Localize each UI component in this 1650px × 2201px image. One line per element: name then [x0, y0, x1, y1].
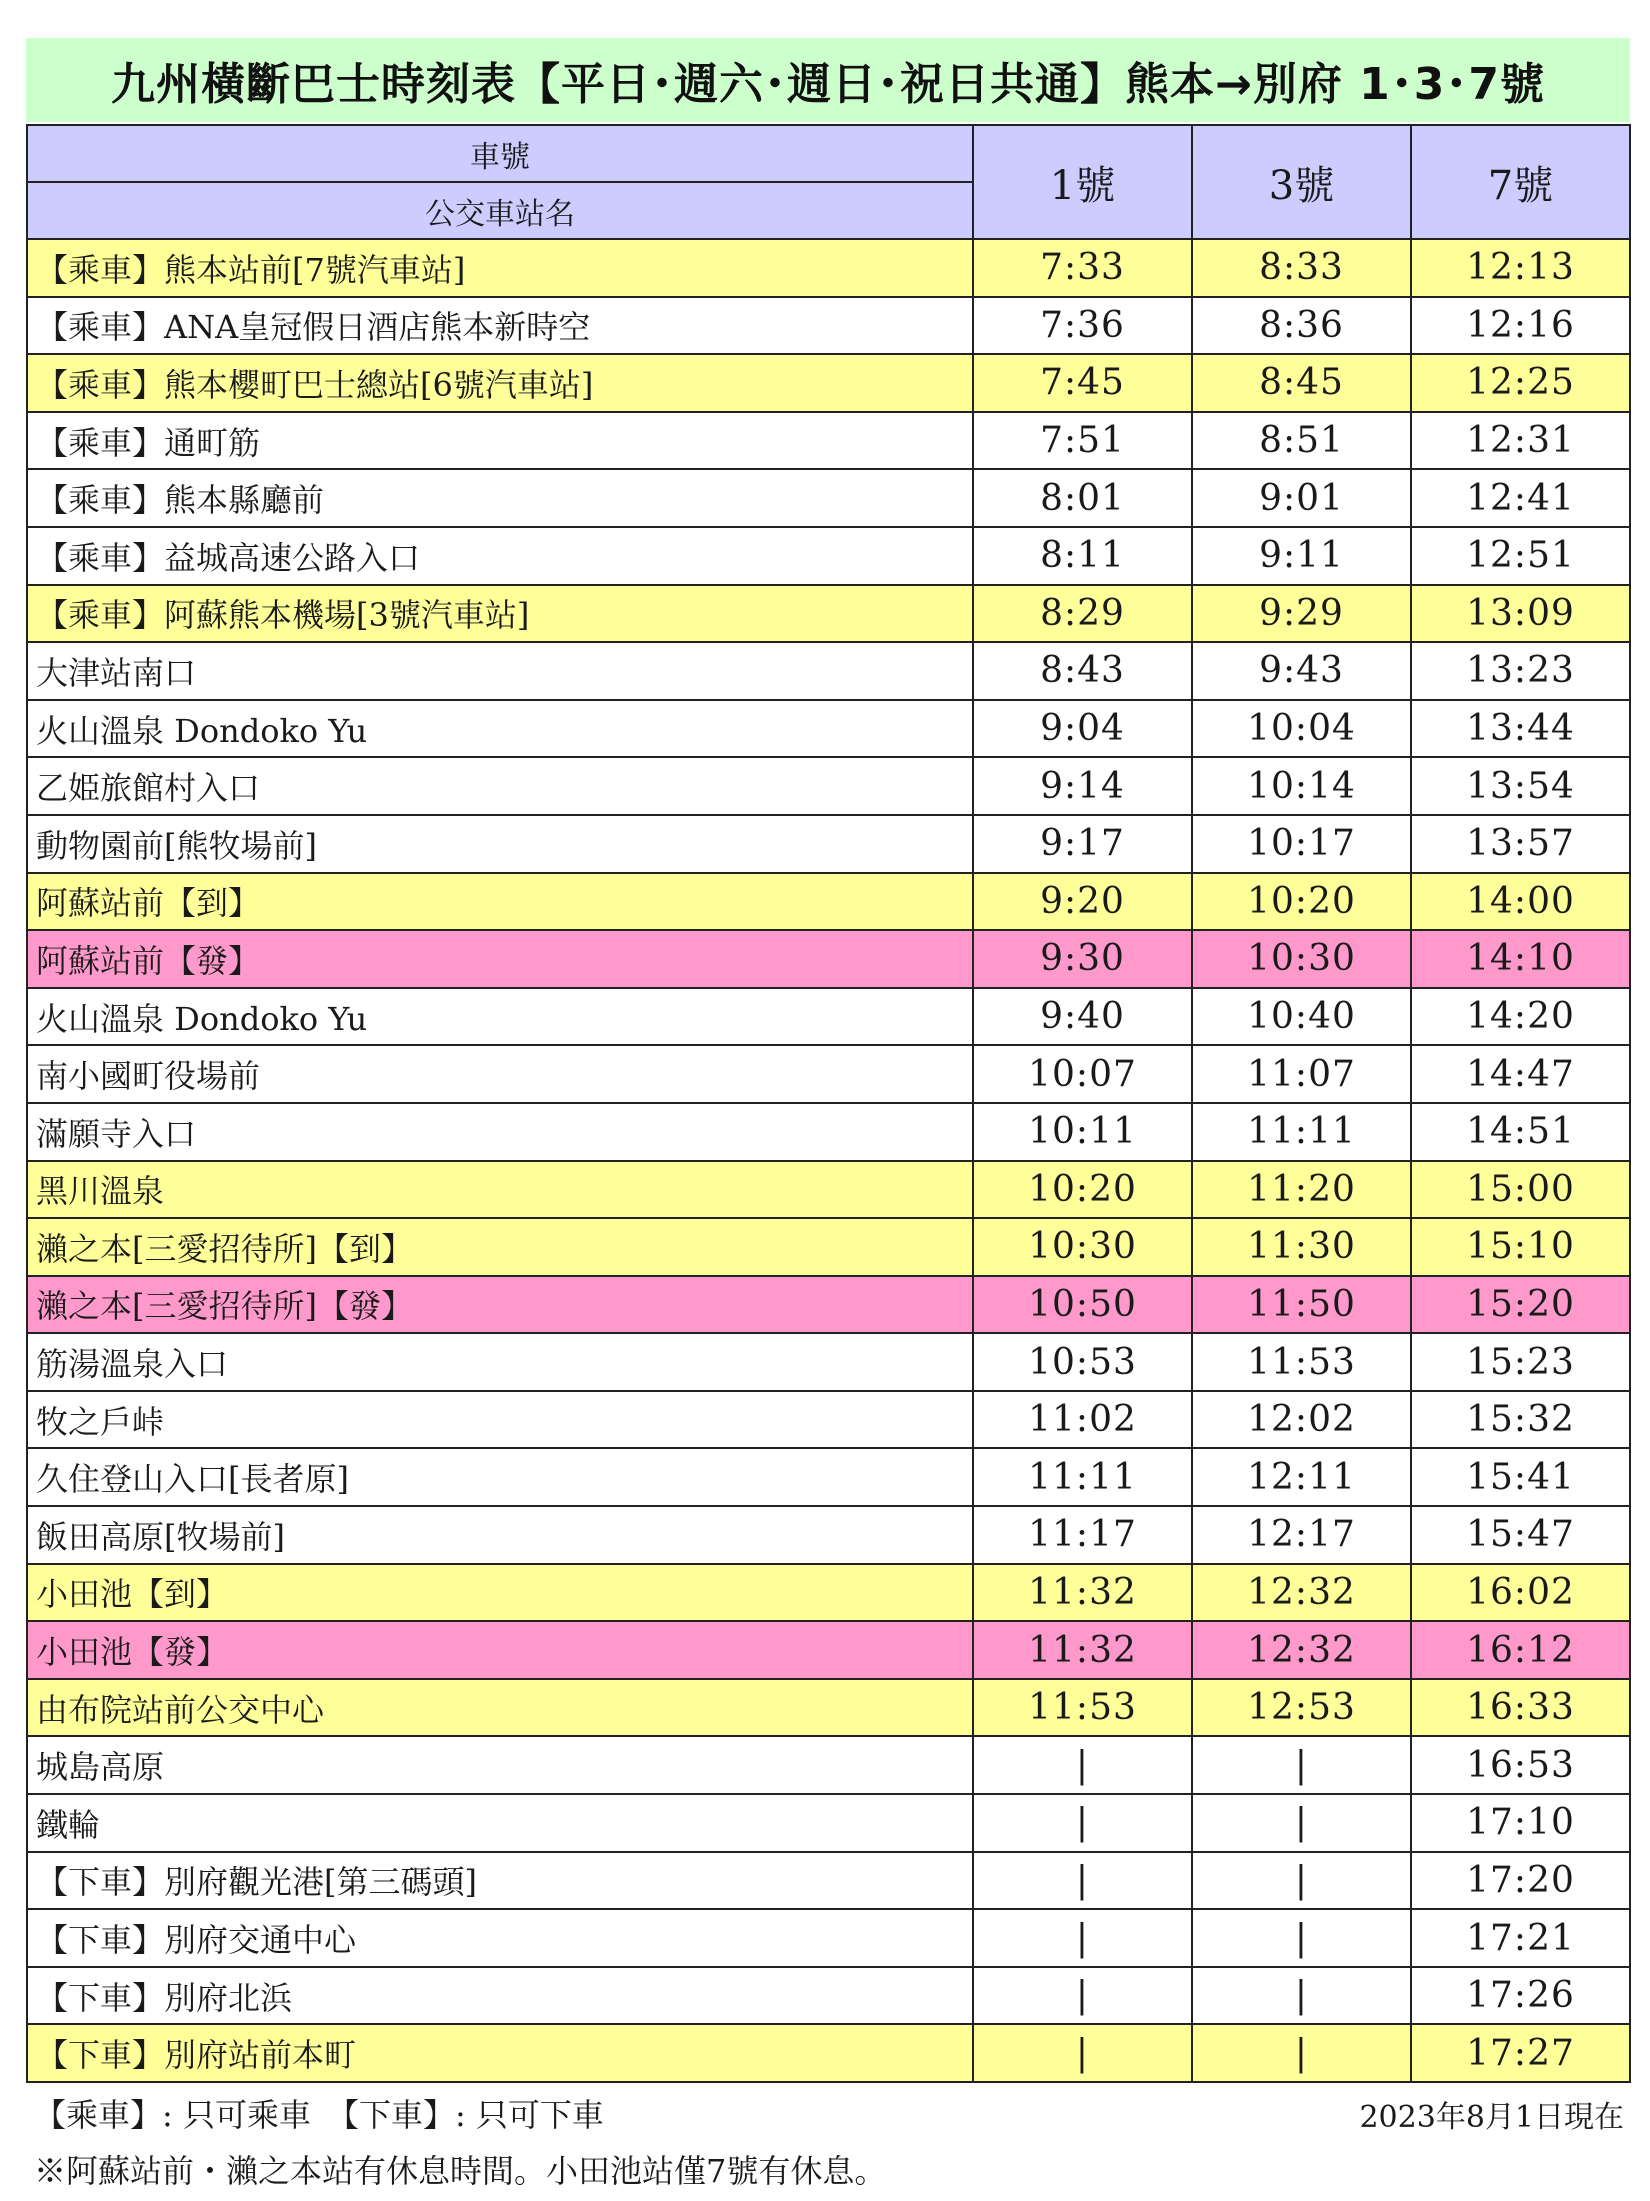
time-cell: 9:30 — [973, 930, 1192, 988]
table-row — [27, 1103, 1630, 1161]
stop-name: 乙姫旅館村入口 — [27, 757, 973, 815]
time-cell: 16:02 — [1411, 1564, 1630, 1622]
table-row — [27, 757, 1630, 815]
table-row — [27, 354, 1630, 412]
table-row — [27, 1909, 1630, 1967]
time-cell: 16:33 — [1411, 1679, 1630, 1737]
table-row — [27, 1448, 1630, 1506]
table-row — [27, 1161, 1630, 1219]
time-cell: 13:23 — [1411, 642, 1630, 700]
time-cell: 15:23 — [1411, 1333, 1630, 1391]
time-cell: 12:31 — [1411, 412, 1630, 470]
time-cell: 15:10 — [1411, 1218, 1630, 1276]
time-cell: 11:02 — [973, 1391, 1192, 1449]
time-cell: 8:33 — [1192, 239, 1411, 297]
stop-name: 大津站南口 — [27, 642, 973, 700]
stop-name: 【下車】別府站前本町 — [27, 2024, 973, 2082]
stop-name: 阿蘇站前【發】 — [27, 930, 973, 988]
time-cell: 15:41 — [1411, 1448, 1630, 1506]
stop-name: 鐵輪 — [27, 1794, 973, 1852]
table-row — [27, 988, 1630, 1046]
time-cell: 17:20 — [1411, 1852, 1630, 1910]
time-cell: 14:20 — [1411, 988, 1630, 1046]
time-cell: | — [1192, 1736, 1411, 1794]
time-cell: 9:40 — [973, 988, 1192, 1046]
stop-name: 瀨之本[三愛招待所]【發】 — [27, 1276, 973, 1334]
table-row — [27, 297, 1630, 355]
table-row — [27, 1333, 1630, 1391]
stop-name: 滿願寺入口 — [27, 1103, 973, 1161]
time-cell: 12:16 — [1411, 297, 1630, 355]
time-cell: 11:53 — [1192, 1333, 1411, 1391]
stop-name: 城島高原 — [27, 1736, 973, 1794]
time-cell: 10:50 — [973, 1276, 1192, 1334]
time-cell: | — [1192, 1909, 1411, 1967]
time-cell: 12:41 — [1411, 469, 1630, 527]
stop-name: 小田池【發】 — [27, 1621, 973, 1679]
time-cell: 15:32 — [1411, 1391, 1630, 1449]
time-cell: 12:53 — [1192, 1679, 1411, 1737]
stop-name: 【乘車】通町筋 — [27, 412, 973, 470]
time-cell: 9:17 — [973, 815, 1192, 873]
time-cell: 10:11 — [973, 1103, 1192, 1161]
stop-name: 【乘車】ANA皇冠假日酒店熊本新時空 — [27, 297, 973, 355]
time-cell: 12:11 — [1192, 1448, 1411, 1506]
time-cell: 9:01 — [1192, 469, 1411, 527]
time-cell: 17:10 — [1411, 1794, 1630, 1852]
time-cell: 7:45 — [973, 354, 1192, 412]
stop-name: 牧之戶峠 — [27, 1391, 973, 1449]
time-cell: | — [973, 1967, 1192, 2025]
stop-name: 飯田高原[牧場前] — [27, 1506, 973, 1564]
time-cell: 10:30 — [1192, 930, 1411, 988]
time-cell: | — [1192, 1967, 1411, 2025]
bus-number-label: 車號 — [27, 125, 973, 182]
time-cell: 11:53 — [973, 1679, 1192, 1737]
table-row — [27, 1391, 1630, 1449]
time-cell: 14:51 — [1411, 1103, 1630, 1161]
time-cell: | — [973, 2024, 1192, 2082]
time-cell: 11:30 — [1192, 1218, 1411, 1276]
stop-name: 【乘車】熊本櫻町巴士總站[6號汽車站] — [27, 354, 973, 412]
table-row — [27, 700, 1630, 758]
time-cell: 13:54 — [1411, 757, 1630, 815]
time-cell: 11:17 — [973, 1506, 1192, 1564]
time-cell: 11:11 — [973, 1448, 1192, 1506]
time-cell: 10:17 — [1192, 815, 1411, 873]
stop-name: 瀨之本[三愛招待所]【到】 — [27, 1218, 973, 1276]
stop-name: 小田池【到】 — [27, 1564, 973, 1622]
page-title: 九州橫斷巴士時刻表【平日･週六･週日･祝日共通】熊本→別府 1･3･7號 — [26, 38, 1630, 122]
table-row — [27, 1621, 1630, 1679]
table-row — [27, 469, 1630, 527]
time-cell: 11:50 — [1192, 1276, 1411, 1334]
time-cell: | — [973, 1736, 1192, 1794]
time-cell: 16:53 — [1411, 1736, 1630, 1794]
time-cell: 8:01 — [973, 469, 1192, 527]
table-row — [27, 412, 1630, 470]
time-cell: 17:21 — [1411, 1909, 1630, 1967]
time-cell: 10:20 — [1192, 873, 1411, 931]
table-row — [27, 642, 1630, 700]
table-row — [27, 1045, 1630, 1103]
time-cell: 16:12 — [1411, 1621, 1630, 1679]
time-cell: 9:20 — [973, 873, 1192, 931]
table-row — [27, 1852, 1630, 1910]
time-cell: | — [973, 1852, 1192, 1910]
bus-7-header: 7號 — [1411, 125, 1630, 239]
table-row — [27, 1736, 1630, 1794]
time-cell: 17:27 — [1411, 2024, 1630, 2082]
time-cell: 11:20 — [1192, 1161, 1411, 1219]
time-cell: 11:32 — [973, 1621, 1192, 1679]
table-row — [27, 585, 1630, 643]
time-cell: 8:29 — [973, 585, 1192, 643]
time-cell: 7:36 — [973, 297, 1192, 355]
time-cell: 9:04 — [973, 700, 1192, 758]
table-row — [27, 1967, 1630, 2025]
time-cell: 10:40 — [1192, 988, 1411, 1046]
table-row — [27, 239, 1630, 297]
stop-name: 阿蘇站前【到】 — [27, 873, 973, 931]
stop-name: 火山溫泉 Dondoko Yu — [27, 700, 973, 758]
time-cell: 8:51 — [1192, 412, 1411, 470]
time-cell: 15:00 — [1411, 1161, 1630, 1219]
time-cell: 7:33 — [973, 239, 1192, 297]
stop-name: 動物園前[熊牧場前] — [27, 815, 973, 873]
time-cell: 10:07 — [973, 1045, 1192, 1103]
time-cell: 12:32 — [1192, 1564, 1411, 1622]
stop-name: 由布院站前公交中心 — [27, 1679, 973, 1737]
time-cell: 9:14 — [973, 757, 1192, 815]
stop-name: 【乘車】熊本站前[7號汽車站] — [27, 239, 973, 297]
time-cell: 12:51 — [1411, 527, 1630, 585]
time-cell: 10:14 — [1192, 757, 1411, 815]
time-cell: 12:32 — [1192, 1621, 1411, 1679]
stop-name: 【乘車】益城高速公路入口 — [27, 527, 973, 585]
stop-name: 【下車】別府觀光港[第三碼頭] — [27, 1852, 973, 1910]
time-cell: 9:11 — [1192, 527, 1411, 585]
time-cell: 14:10 — [1411, 930, 1630, 988]
time-cell: 12:02 — [1192, 1391, 1411, 1449]
time-cell: 12:17 — [1192, 1506, 1411, 1564]
date-note: 2023年8月1日現在 — [1359, 2100, 1624, 2135]
time-cell: 15:20 — [1411, 1276, 1630, 1334]
time-cell: 10:30 — [973, 1218, 1192, 1276]
timetable — [26, 124, 1631, 2083]
bus-1-header: 1號 — [973, 125, 1192, 239]
table-row — [27, 527, 1630, 585]
time-cell: 9:43 — [1192, 642, 1411, 700]
stop-name-label: 公交車站名 — [27, 182, 973, 239]
time-cell: 11:07 — [1192, 1045, 1411, 1103]
table-row — [27, 1794, 1630, 1852]
table-row — [27, 1276, 1630, 1334]
time-cell: 8:36 — [1192, 297, 1411, 355]
bus-3-header: 3號 — [1192, 125, 1411, 239]
time-cell: 8:11 — [973, 527, 1192, 585]
table-row — [27, 873, 1630, 931]
time-cell: 10:20 — [973, 1161, 1192, 1219]
table-row — [27, 930, 1630, 988]
time-cell: 9:29 — [1192, 585, 1411, 643]
time-cell: | — [1192, 1794, 1411, 1852]
table-row — [27, 1506, 1630, 1564]
time-cell: 11:32 — [973, 1564, 1192, 1622]
time-cell: | — [1192, 1852, 1411, 1910]
time-cell: 8:45 — [1192, 354, 1411, 412]
stop-name: 久住登山入口[長者原] — [27, 1448, 973, 1506]
stop-name: 火山溫泉 Dondoko Yu — [27, 988, 973, 1046]
time-cell: | — [973, 1794, 1192, 1852]
stop-name: 【乘車】阿蘇熊本機場[3號汽車站] — [27, 585, 973, 643]
stop-name: 南小國町役場前 — [27, 1045, 973, 1103]
time-cell: 17:26 — [1411, 1967, 1630, 2025]
time-cell: 10:53 — [973, 1333, 1192, 1391]
time-cell: 13:44 — [1411, 700, 1630, 758]
stop-name: 【下車】別府交通中心 — [27, 1909, 973, 1967]
stop-name: 【下車】別府北浜 — [27, 1967, 973, 2025]
rest-note: ※阿蘇站前・瀨之本站有休息時間。小田池站僅7號有休息。 — [34, 2152, 887, 2190]
time-cell: 13:57 — [1411, 815, 1630, 873]
time-cell: 14:00 — [1411, 873, 1630, 931]
table-row — [27, 1679, 1630, 1737]
time-cell: 11:11 — [1192, 1103, 1411, 1161]
time-cell: | — [1192, 2024, 1411, 2082]
table-row — [27, 1564, 1630, 1622]
time-cell: 10:04 — [1192, 700, 1411, 758]
stop-name: 【乘車】熊本縣廳前 — [27, 469, 973, 527]
stop-name: 黑川溫泉 — [27, 1161, 973, 1219]
stop-name: 筋湯溫泉入口 — [27, 1333, 973, 1391]
table-row — [27, 1218, 1630, 1276]
time-cell: | — [973, 1909, 1192, 1967]
time-cell: 12:13 — [1411, 239, 1630, 297]
time-cell: 15:47 — [1411, 1506, 1630, 1564]
legend: 【乘車】: 只可乘車 【下車】: 只可下車 — [34, 2096, 604, 2134]
table-row — [27, 815, 1630, 873]
time-cell: 14:47 — [1411, 1045, 1630, 1103]
table-row — [27, 2024, 1630, 2082]
time-cell: 7:51 — [973, 412, 1192, 470]
time-cell: 13:09 — [1411, 585, 1630, 643]
time-cell: 12:25 — [1411, 354, 1630, 412]
time-cell: 8:43 — [973, 642, 1192, 700]
